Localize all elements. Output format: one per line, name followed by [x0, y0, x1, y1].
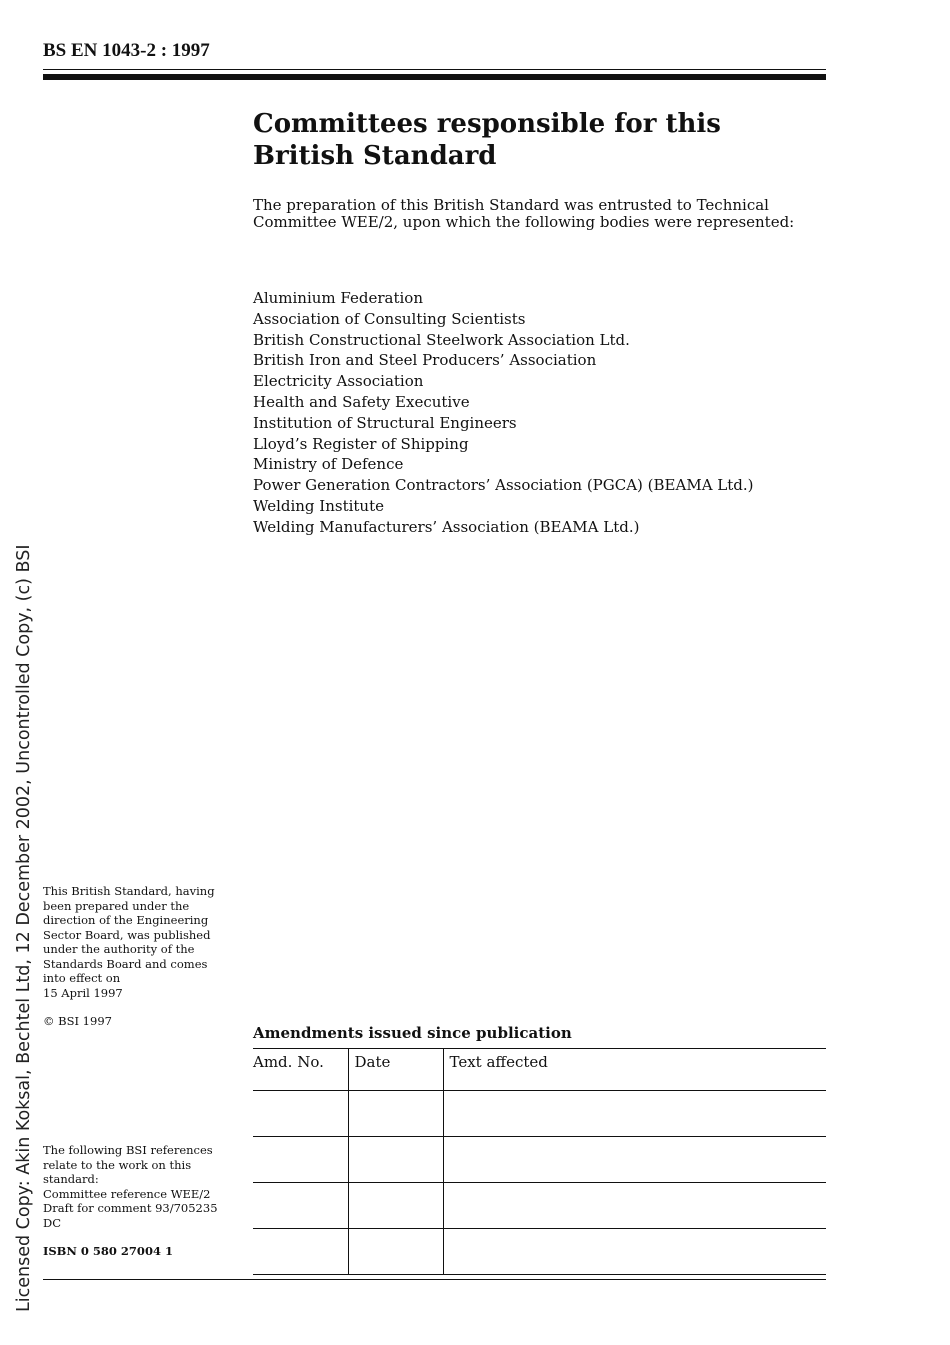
column-header-amd-no: Amd. No.	[253, 1049, 348, 1091]
table-header-row	[253, 1049, 826, 1091]
list-item: Power Generation Contractors’ Association (PGCA) (BEAMA Ltd.)	[253, 476, 754, 495]
footer-rule	[43, 1279, 826, 1280]
table-cell	[348, 1183, 443, 1229]
list-item: Institution of Structural Engineers	[253, 413, 517, 432]
effective-date: 15 April 1997	[43, 985, 123, 1000]
list-item: Electricity Association	[253, 372, 424, 391]
list-item: Lloyd’s Register of Shipping	[253, 434, 469, 453]
table-row	[253, 1137, 826, 1183]
publication-note-block	[43, 884, 233, 1000]
table-cell	[253, 1229, 348, 1275]
represented-bodies-list	[253, 288, 754, 538]
table-row	[253, 1091, 826, 1137]
document-id: BS EN 1043-2 : 1997	[43, 40, 210, 61]
license-watermark: Licensed Copy: Akin Koksal, Bechtel Ltd, 12 December 2002, Uncontrolled Copy, (c) BSI	[14, 544, 34, 1312]
committee-reference: Committee reference WEE/2	[43, 1186, 211, 1201]
table-row	[253, 1229, 826, 1275]
amendments-table	[253, 1048, 826, 1275]
page-title-line-1: Committees responsible for this	[253, 109, 721, 139]
intro-paragraph: The preparation of this British Standard was entrusted to Technical Committee WEE/2, upon which the following bodies were represented:	[253, 196, 795, 231]
table-cell	[253, 1091, 348, 1137]
column-header-date: Date	[348, 1049, 443, 1091]
list-item: Aluminium Federation	[253, 289, 423, 307]
isbn: ISBN 0 580 27004 1	[43, 1244, 173, 1258]
list-item: Welding Manufacturers’ Association (BEAMA Ltd.)	[253, 517, 640, 536]
page-title	[253, 108, 813, 172]
table-cell	[348, 1137, 443, 1183]
references-intro: The following BSI references relate to the work on this standard:	[43, 1143, 213, 1186]
table-cell	[253, 1137, 348, 1183]
table-cell	[348, 1091, 443, 1137]
table-cell	[443, 1137, 826, 1183]
table-cell	[443, 1091, 826, 1137]
table-cell	[348, 1229, 443, 1275]
list-item: Ministry of Defence	[253, 455, 404, 474]
table-row	[253, 1183, 826, 1229]
page-title-line-2: British Standard	[253, 141, 497, 171]
header-rule-thick	[43, 74, 826, 80]
list-item: British Constructional Steelwork Association Ltd.	[253, 330, 630, 349]
list-item: British Iron and Steel Producers’ Association	[253, 351, 597, 370]
table-cell	[253, 1183, 348, 1229]
list-item: Association of Consulting Scientists	[253, 309, 526, 328]
amendments-title: Amendments issued since publication	[253, 1024, 572, 1042]
list-item: Welding Institute	[253, 496, 385, 515]
draft-reference: Draft for comment 93/705235 DC	[43, 1201, 218, 1230]
header-rule-thin	[43, 69, 826, 70]
table-cell	[443, 1229, 826, 1275]
copyright-notice: © BSI 1997	[43, 1014, 112, 1028]
table-cell	[443, 1183, 826, 1229]
bsi-references-block	[43, 1143, 233, 1230]
publication-note: This British Standard, having been prepared under the direction of the Engineering Sector Board, was published under the authority of the Standards Board and comes into effect on	[43, 884, 215, 985]
column-header-text-affected: Text affected	[443, 1049, 826, 1091]
list-item: Health and Safety Executive	[253, 392, 470, 411]
